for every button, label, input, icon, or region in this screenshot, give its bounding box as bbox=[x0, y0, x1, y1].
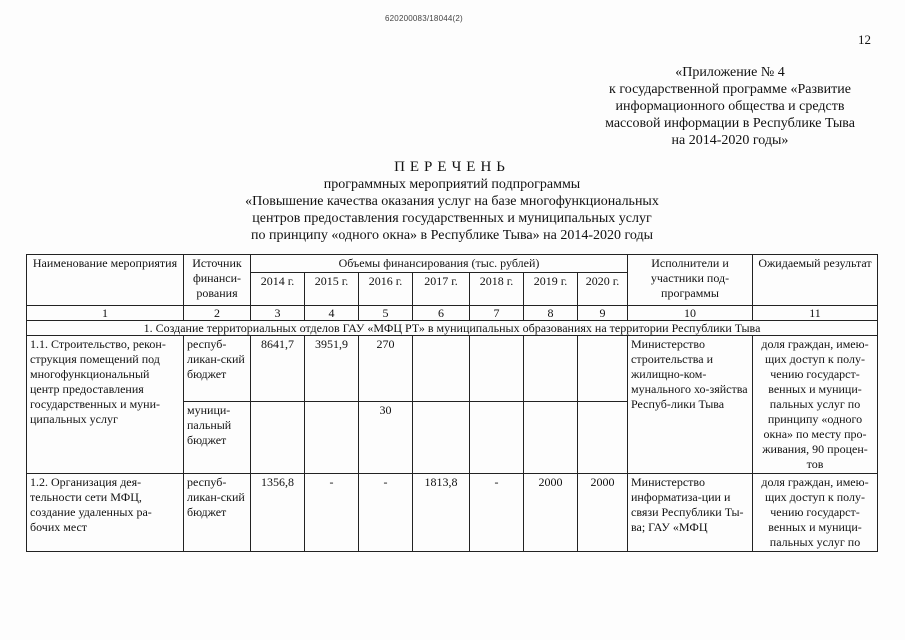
subtitle-line: «Повышение качества оказания услуг на базе многофункциональных bbox=[245, 194, 659, 209]
amount-cell: 30 bbox=[359, 401, 413, 473]
subtitle-line: программных мероприятий подпрограммы bbox=[323, 177, 581, 192]
funding-source: респуб-ликан-ский бюджет bbox=[184, 474, 251, 552]
column-number: 6 bbox=[413, 306, 470, 321]
amount-cell bbox=[470, 401, 524, 473]
amount-cell: - bbox=[359, 474, 413, 552]
column-number: 5 bbox=[359, 306, 413, 321]
measure-name: 1.2. Организация дея-тельности сети МФЦ, создание удаленных ра-бочих мест bbox=[27, 474, 184, 552]
amount-cell: 1356,8 bbox=[251, 474, 305, 552]
amount-cell bbox=[524, 336, 578, 402]
expected-result-cell: доля граждан, имею-щих доступ к полу-чению государст-венных и муници-пальных услуг по принципу «одного окна» по месту про-живания, 90 процен-тов bbox=[753, 336, 878, 474]
subtitle-line: центров предоставления государственных и муниципальных услуг bbox=[252, 211, 652, 226]
amount-cell bbox=[305, 401, 359, 473]
column-number: 2 bbox=[184, 306, 251, 321]
column-number: 10 bbox=[628, 306, 753, 321]
amount-cell bbox=[413, 336, 470, 402]
header-volumes: Объемы финансирования (тыс. рублей) bbox=[251, 255, 628, 273]
document-id: 620200083/18044(2) bbox=[385, 14, 463, 23]
amount-cell: 3951,9 bbox=[305, 336, 359, 402]
column-number: 8 bbox=[524, 306, 578, 321]
header-year: 2014 г. bbox=[251, 273, 305, 306]
table-row bbox=[27, 336, 878, 402]
header-year: 2018 г. bbox=[470, 273, 524, 306]
column-number: 11 bbox=[753, 306, 878, 321]
executors-cell: Министерство информатиза-ции и связи Республики Ты-ва; ГАУ «МФЦ bbox=[628, 474, 753, 552]
section-row bbox=[27, 321, 878, 336]
column-number: 7 bbox=[470, 306, 524, 321]
header-year: 2019 г. bbox=[524, 273, 578, 306]
amount-cell bbox=[251, 401, 305, 473]
amount-cell: 2000 bbox=[524, 474, 578, 552]
subtitle-line: по принципу «одного окна» в Республике Тыва» на 2014-2020 годы bbox=[250, 228, 654, 243]
column-number: 9 bbox=[578, 306, 628, 321]
header-year: 2015 г. bbox=[305, 273, 359, 306]
appendix-line: информационного общества и средств bbox=[615, 99, 845, 114]
header-year: 2020 г. bbox=[578, 273, 628, 306]
title-block bbox=[200, 158, 704, 244]
appendix-header bbox=[540, 64, 905, 149]
amount-cell: - bbox=[305, 474, 359, 552]
column-number: 3 bbox=[251, 306, 305, 321]
amount-cell bbox=[578, 336, 628, 402]
header-executors: Исполнители и участники под-программы bbox=[628, 255, 753, 306]
header-year: 2016 г. bbox=[359, 273, 413, 306]
expected-result-cell: доля граждан, имею-щих доступ к полу-чению государст-венных и муници-пальных услуг по bbox=[753, 474, 878, 552]
appendix-line: на 2014-2020 годы» bbox=[671, 133, 789, 148]
header-name: Наименование мероприятия bbox=[27, 255, 184, 306]
amount-cell bbox=[413, 401, 470, 473]
document-title: ПЕРЕЧЕНЬ bbox=[394, 159, 510, 175]
column-number: 4 bbox=[305, 306, 359, 321]
column-number-row bbox=[27, 306, 878, 321]
amount-cell bbox=[578, 401, 628, 473]
column-number: 1 bbox=[27, 306, 184, 321]
header-result: Ожидаемый результат bbox=[753, 255, 878, 306]
section-title: 1. Создание территориальных отделов ГАУ «МФЦ РТ» в муниципальных образованиях на территории Республики Тыва bbox=[27, 321, 878, 336]
funding-source: респуб-ликан-ский бюджет bbox=[184, 336, 251, 402]
appendix-line: массовой информации в Республике Тыва bbox=[605, 116, 855, 131]
executors-cell: Министерство строительства и жилищно-ком-мунального хо-зяйства Респуб-лики Тыва bbox=[628, 336, 753, 474]
appendix-line: к государственной программе «Развитие bbox=[609, 82, 851, 97]
header-source: Источник финанси-рования bbox=[184, 255, 251, 306]
header-year: 2017 г. bbox=[413, 273, 470, 306]
funding-source: муници-пальный бюджет bbox=[184, 401, 251, 473]
measure-name: 1.1. Строительство, рекон-струкция помещений под многофункциональный центр предоставления государственных и муни-ципальных услуг bbox=[27, 336, 184, 474]
amount-cell: 8641,7 bbox=[251, 336, 305, 402]
amount-cell: 2000 bbox=[578, 474, 628, 552]
page-number: 12 bbox=[858, 32, 871, 47]
appendix-line: «Приложение № 4 bbox=[675, 65, 785, 80]
amount-cell: 270 bbox=[359, 336, 413, 402]
amount-cell bbox=[524, 401, 578, 473]
amount-cell: - bbox=[470, 474, 524, 552]
measures-table bbox=[26, 254, 878, 552]
table-header-row bbox=[27, 255, 878, 273]
amount-cell bbox=[470, 336, 524, 402]
amount-cell: 1813,8 bbox=[413, 474, 470, 552]
table-row bbox=[27, 474, 878, 552]
